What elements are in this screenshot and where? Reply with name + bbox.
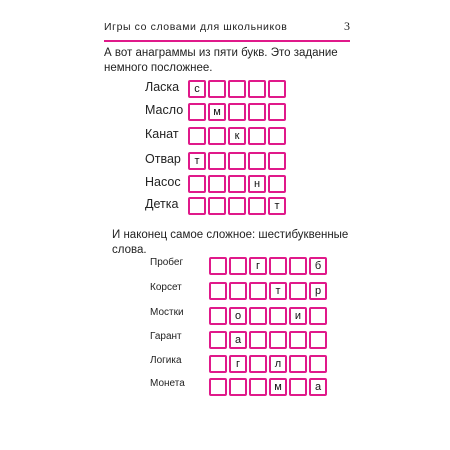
letter-box[interactable] bbox=[188, 197, 206, 215]
letter-boxes bbox=[188, 175, 288, 193]
letter-box[interactable]: и bbox=[289, 307, 307, 325]
letter-box[interactable]: т bbox=[268, 197, 286, 215]
letter-box[interactable] bbox=[248, 152, 266, 170]
letter-box[interactable]: с bbox=[188, 80, 206, 98]
anagram-word: Гарант bbox=[150, 331, 182, 342]
puzzle-row bbox=[150, 257, 322, 275]
letter-box[interactable] bbox=[248, 127, 266, 145]
letter-box[interactable] bbox=[228, 152, 246, 170]
section2-intro: И наконец самое сложное: шестибуквенные слова. bbox=[112, 229, 349, 256]
letter-boxes bbox=[188, 103, 288, 121]
letter-box[interactable]: а bbox=[309, 378, 327, 396]
letter-box[interactable] bbox=[289, 355, 307, 373]
letter-box[interactable] bbox=[209, 257, 227, 275]
letter-boxes bbox=[209, 355, 329, 373]
letter-box[interactable] bbox=[228, 197, 246, 215]
letter-box[interactable] bbox=[289, 331, 307, 349]
anagram-word: Масло bbox=[145, 103, 184, 117]
letter-boxes bbox=[209, 282, 329, 300]
letter-boxes bbox=[188, 197, 288, 215]
letter-box[interactable] bbox=[268, 127, 286, 145]
puzzle-row bbox=[150, 355, 309, 373]
letter-box[interactable]: г bbox=[249, 257, 267, 275]
letter-box[interactable]: а bbox=[229, 331, 247, 349]
letter-box[interactable] bbox=[208, 197, 226, 215]
letter-boxes bbox=[209, 307, 329, 325]
letter-box[interactable] bbox=[229, 378, 247, 396]
letter-box[interactable] bbox=[208, 80, 226, 98]
letter-box[interactable] bbox=[269, 331, 287, 349]
page-number: 3 bbox=[344, 19, 350, 33]
letter-box[interactable] bbox=[309, 355, 327, 373]
letter-box[interactable] bbox=[268, 80, 286, 98]
letter-box[interactable] bbox=[209, 331, 227, 349]
letter-box[interactable] bbox=[188, 175, 206, 193]
letter-boxes bbox=[209, 378, 329, 396]
puzzle-row bbox=[145, 152, 288, 170]
letter-box[interactable] bbox=[229, 282, 247, 300]
letter-box[interactable]: т bbox=[269, 282, 287, 300]
letter-box[interactable] bbox=[209, 378, 227, 396]
letter-box[interactable]: т bbox=[188, 152, 206, 170]
anagram-word: Детка bbox=[145, 197, 179, 211]
letter-box[interactable] bbox=[209, 307, 227, 325]
letter-box[interactable] bbox=[269, 307, 287, 325]
letter-box[interactable]: м bbox=[208, 103, 226, 121]
anagram-word: Корсет bbox=[150, 282, 182, 293]
letter-box[interactable]: к bbox=[228, 127, 246, 145]
letter-box[interactable] bbox=[249, 282, 267, 300]
puzzle-row bbox=[145, 80, 288, 98]
letter-box[interactable] bbox=[209, 282, 227, 300]
letter-box[interactable] bbox=[309, 307, 327, 325]
letter-box[interactable] bbox=[228, 80, 246, 98]
letter-box[interactable] bbox=[249, 331, 267, 349]
letter-box[interactable] bbox=[248, 197, 266, 215]
anagram-word: Логика bbox=[150, 355, 182, 366]
puzzle-row bbox=[150, 307, 309, 325]
letter-box[interactable] bbox=[249, 355, 267, 373]
letter-box[interactable] bbox=[289, 257, 307, 275]
letter-box[interactable] bbox=[268, 103, 286, 121]
puzzle-row bbox=[145, 175, 288, 193]
letter-box[interactable]: о bbox=[229, 307, 247, 325]
puzzle-row bbox=[145, 197, 288, 215]
letter-boxes bbox=[188, 80, 288, 98]
anagram-word: Пробег bbox=[150, 257, 184, 268]
letter-box[interactable]: н bbox=[248, 175, 266, 193]
letter-box[interactable]: б bbox=[309, 257, 327, 275]
puzzle-row bbox=[145, 103, 288, 121]
letter-boxes bbox=[188, 127, 288, 145]
letter-box[interactable]: л bbox=[269, 355, 287, 373]
letter-box[interactable] bbox=[309, 331, 327, 349]
letter-boxes bbox=[188, 152, 288, 170]
letter-box[interactable] bbox=[188, 127, 206, 145]
letter-box[interactable] bbox=[249, 307, 267, 325]
puzzle-row bbox=[145, 127, 288, 145]
letter-box[interactable] bbox=[228, 175, 246, 193]
letter-box[interactable] bbox=[268, 175, 286, 193]
puzzle-row bbox=[150, 378, 322, 396]
letter-box[interactable] bbox=[269, 257, 287, 275]
anagram-word: Мостки bbox=[150, 307, 184, 318]
letter-box[interactable] bbox=[229, 257, 247, 275]
anagram-word: Монета bbox=[150, 378, 185, 389]
anagram-word: Отвар bbox=[145, 152, 181, 166]
section1-intro: А вот анаграммы из пяти букв. Это задание немного посложнее. bbox=[104, 47, 338, 74]
puzzle-row bbox=[150, 331, 309, 349]
letter-box[interactable] bbox=[268, 152, 286, 170]
letter-box[interactable] bbox=[248, 80, 266, 98]
page-header bbox=[104, 18, 350, 42]
letter-box[interactable] bbox=[249, 378, 267, 396]
letter-boxes bbox=[209, 257, 329, 275]
letter-box[interactable] bbox=[289, 282, 307, 300]
letter-box[interactable] bbox=[208, 175, 226, 193]
letter-box[interactable] bbox=[208, 127, 226, 145]
letter-box[interactable] bbox=[248, 103, 266, 121]
anagram-word: Канат bbox=[145, 127, 179, 141]
letter-box[interactable]: м bbox=[269, 378, 287, 396]
letter-box[interactable]: г bbox=[229, 355, 247, 373]
header-title: Игры со словами для школьников bbox=[104, 21, 288, 33]
letter-box[interactable] bbox=[289, 378, 307, 396]
letter-boxes bbox=[209, 331, 329, 349]
letter-box[interactable] bbox=[208, 152, 226, 170]
letter-box[interactable]: р bbox=[309, 282, 327, 300]
letter-box[interactable] bbox=[228, 103, 246, 121]
anagram-word: Насос bbox=[145, 175, 181, 189]
anagram-word: Ласка bbox=[145, 80, 180, 94]
puzzle-row bbox=[150, 282, 322, 300]
letter-box[interactable] bbox=[188, 103, 206, 121]
letter-box[interactable] bbox=[209, 355, 227, 373]
